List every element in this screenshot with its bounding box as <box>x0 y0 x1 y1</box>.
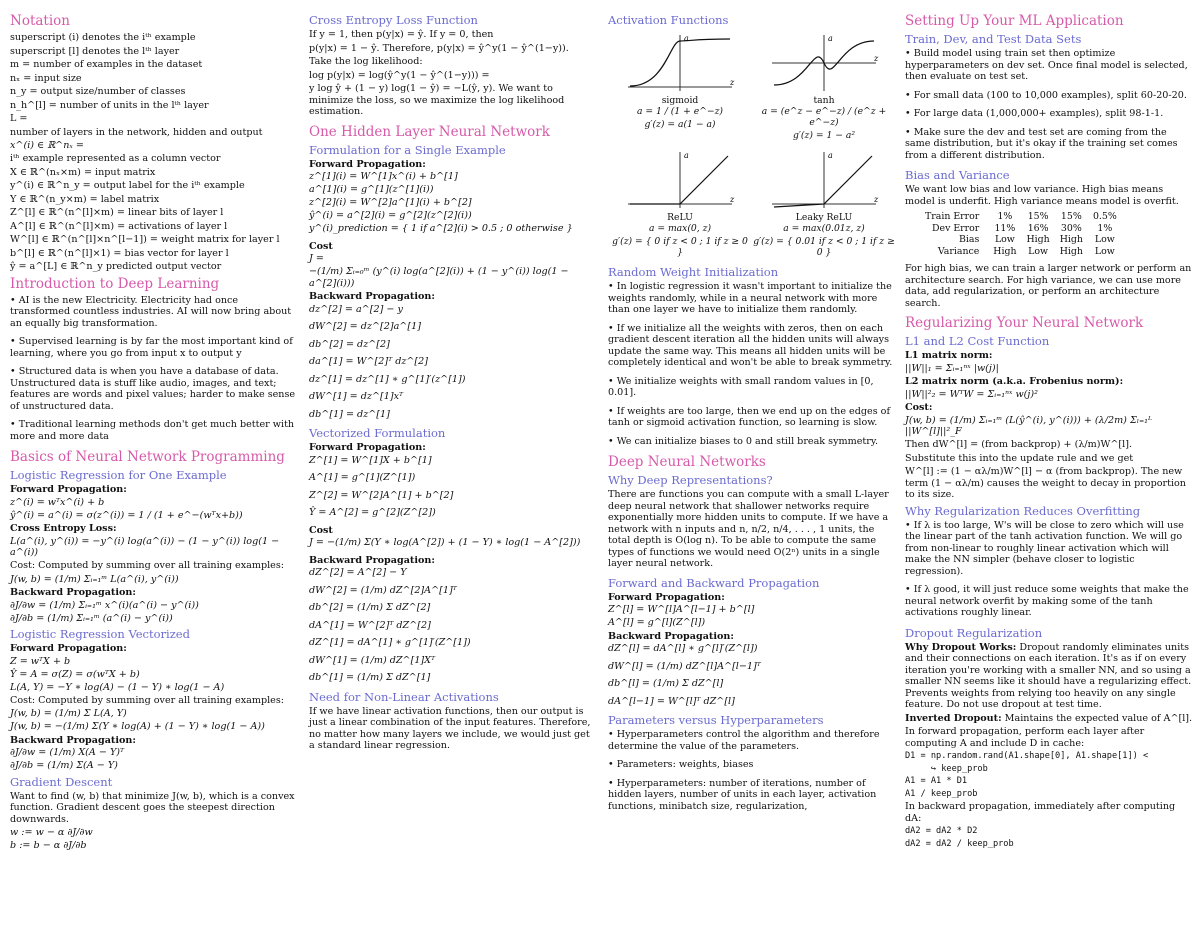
ce-line: If y = 1, then p(y|x) = ŷ. If y = 0, then <box>309 29 494 40</box>
table-cell: High <box>1059 245 1083 257</box>
cross-entropy-label: Cross Entropy Loss: <box>10 523 117 534</box>
equation: z^(i) = wᵀx^(i) + b <box>10 496 105 508</box>
code-line: dA2 = dA2 * D2 <box>905 826 978 836</box>
equation: db^[l] = (1/m) Σ dZ^[l] <box>608 678 724 689</box>
bullet-item: • If weights are too large, then we end up on the edges of tanh or sigmoid activation function, so learning is slow. <box>608 406 896 429</box>
equation: ŷ^(i) = a^(i) = σ(z^(i)) = 1 / (1 + e^−(wᵀx+b)) <box>10 509 243 521</box>
table-cell: High <box>993 245 1017 257</box>
code-line: dA2 = dA2 / keep_prob <box>905 838 1014 849</box>
axis-label-a: a <box>828 151 833 160</box>
cost-label: Cost: <box>905 402 933 413</box>
equation: J(w, b) = (1/m) Σᵢ₌₁ᵐ L(a^(i), y^(i)) <box>10 573 179 585</box>
reg-after-line: Substitute this into the update rule and we get <box>905 452 1134 464</box>
notation-line: x^(i) ∈ ℝ^nₓ = <box>10 140 84 151</box>
reg-after-line: W^[l] := (1 − αλ/m)W^[l] − α (from backprop). The new term (1 − αλ/m) causes the weight to decay in proportion to its size. <box>905 466 1186 500</box>
l2-label: L2 matrix norm (a.k.a. Frobenius norm): <box>905 376 1124 387</box>
forward-prop-label: Forward Propagation: <box>10 643 127 654</box>
notation-line: n_h^[l] = number of units in the lᵗʰ layer <box>10 99 209 111</box>
notation-line: m = number of examples in the dataset <box>10 59 203 70</box>
code-line: A1 = A1 * D1 <box>905 776 968 786</box>
axis-label-z: z <box>730 78 735 87</box>
equation: b := b − α ∂J/∂b <box>10 840 87 851</box>
equation: J = <box>309 253 324 264</box>
forward-prop-label: Forward Propagation: <box>608 591 725 603</box>
subsection-title-lrv: Logistic Regression Vectorized <box>10 627 190 641</box>
equation: db^[2] = dz^[2] <box>309 338 390 350</box>
subsection-title-vec: Vectorized Formulation <box>309 426 446 440</box>
backward-prop-label: Backward Propagation: <box>10 734 136 746</box>
equation: dz^[1] = dz^[1] ∗ g^[1]′(z^[1]) <box>309 373 466 385</box>
equation: ||W||₁ = Σᵢ₌₁ⁿˣ |w(j)| <box>905 362 999 374</box>
subsection-title-why-deep: Why Deep Representations? <box>608 473 773 487</box>
bullet-item: • Structured data is when you have a database of data. Unstructured data is stuff like audio, images, and text; features are words and pixel values; harder to make sense of unstructured data. <box>10 366 298 412</box>
backward-prop-label: Backward Propagation: <box>309 291 435 302</box>
subsection-title-single: Formulation for a Single Example <box>309 142 506 157</box>
table-cell: Bias <box>958 234 980 245</box>
table-row <box>925 234 1127 246</box>
axis-label-a: a <box>828 34 833 43</box>
bullet-item: • We can initialize biases to 0 and still break symmetry. <box>608 436 896 448</box>
bullet-item: • We initialize weights with small random values in [0, 0.01]. <box>608 376 896 399</box>
subsection-title-nonlin: Need for Non-Linear Activations <box>309 689 499 704</box>
bullet-item: • If λ good, it will just reduce some weights that make the neural network overfit by making some of the tanh activations roughly linear. <box>905 584 1193 619</box>
relu-plot <box>620 148 740 212</box>
section-title-dnn: Deep Neural Networks <box>608 454 766 470</box>
bullet-item: • Supervised learning is by far the most important kind of learning, where you go from input x to output y <box>10 336 298 359</box>
nonlin-text: If we have linear activation functions, then our output is just a linear combination of the input features. Therefore, no matter how many layers we include, we would just get a standard linear regression. <box>309 705 591 751</box>
dropout-why <box>905 642 1193 711</box>
cost-label: Cost <box>309 240 333 252</box>
equation: dA^[1] = W^[2]ᵀ dZ^[2] <box>309 619 431 631</box>
equation: ∂J/∂b = (1/m) Σ(A − Y) <box>10 760 118 771</box>
forward-prop-label: Forward Propagation: <box>309 442 426 453</box>
forward-prop-label: Forward Propagation: <box>10 484 127 495</box>
subsection-title-gd: Gradient Descent <box>10 774 113 789</box>
equation: dW^[2] = dz^[2]a^[1] <box>309 321 421 332</box>
forward-prop-label: Forward Propagation: <box>309 158 426 170</box>
forward-dropout-text: In forward propagation, perform each layer after computing A and include D in cache: <box>905 726 1145 749</box>
notation-line: X ∈ ℝ^(nₓ×m) = input matrix <box>10 166 156 178</box>
notation-line: L = <box>10 113 28 124</box>
subsection-title-rwi: Random Weight Initialization <box>608 265 779 279</box>
bullet-item: • Hyperparameters: number of iterations, number of hidden layers, number of units in each layer, activation functions, minibatch size, regularization, <box>608 778 896 813</box>
equation: a^[1](i) = g^[1](z^[1](i)) <box>309 184 434 195</box>
axis-label-a: a <box>684 34 689 43</box>
table-cell: 11% <box>994 222 1016 234</box>
activation-plots <box>608 31 896 259</box>
leaky-relu-plot <box>764 148 884 212</box>
table-cell: High <box>1026 234 1050 245</box>
notation-line: nₓ = input size <box>10 72 82 84</box>
equation: Ŷ = A = σ(Z) = σ(wᵀX + b) <box>10 668 140 680</box>
bv-text: We want low bias and low variance. High bias means model is underfit. High variance means model is overfit. <box>905 184 1179 207</box>
backward-prop-label: Backward Propagation: <box>608 630 734 642</box>
table-row <box>925 211 1127 223</box>
tanh-plot <box>764 31 884 95</box>
equation: L(a^(i), y^(i)) = −y^(i) log(a^(i)) − (1 − y^(i)) log(1 − a^(i)) <box>10 535 280 558</box>
notation-line: A^[l] ∈ ℝ^(n^[l]×m) = activations of layer l <box>10 220 228 232</box>
subsection-title-bv: Bias and Variance <box>905 168 1010 182</box>
activation-name: sigmoid <box>661 95 699 106</box>
equation: g′(z) = { 0 if z < 0 ; 1 if z ≥ 0 } <box>612 235 748 258</box>
table-cell: Dev Error <box>932 222 980 234</box>
bias-variance-table <box>925 211 1127 257</box>
section-title-ohl: One Hidden Layer Neural Network <box>309 123 550 140</box>
table-cell: 15% <box>1060 211 1082 222</box>
table-cell: 1% <box>1097 222 1113 234</box>
table-cell: 15% <box>1027 211 1049 222</box>
table-row <box>925 223 1127 235</box>
equation: J(w, b) = −(1/m) Σ(Y ∗ log(A) + (1 − Y) ∗ log(1 − A)) <box>10 721 265 732</box>
equation: dA^[l−1] = W^[l]ᵀ dZ^[l] <box>608 695 735 707</box>
dropout-why-text: Dropout randomly eliminates units and their connections on each iteration. It's as if on every iteration you're working with a smaller NN, and so using a smaller NN seems like it should have a regularizing effect. Prevents weights from relying too heavily on any single feature. Do not use dropout at test time. <box>905 641 1192 710</box>
column-2 <box>309 10 597 754</box>
ce-line: y log ŷ + (1 − y) log(1 − ŷ) = −L(ŷ, y). We want to minimize the loss, so we maximize the log likelihood estimation. <box>309 83 565 117</box>
column-1 <box>10 10 298 853</box>
bullet-item: • In logistic regression it wasn't important to initialize the weights randomly, while in a neural network with more than one layer we have to initialize them randomly. <box>608 281 896 316</box>
code-line: D1 = np.random.rand(A1.shape[0], A1.shape[1]) < <box>905 751 1149 761</box>
equation: Z = wᵀX + b <box>10 655 71 667</box>
ce-line: log p(y|x) = log(ŷ^y(1 − ŷ^(1−y))) = <box>309 69 490 81</box>
notation-line: y^(i) ∈ ℝ^n_y = output label for the iᵗʰ example <box>10 180 245 191</box>
bullet-item: • For large data (1,000,000+ examples), split 98-1-1. <box>905 108 1193 120</box>
table-cell: Low <box>1028 245 1049 257</box>
axis-label-z: z <box>874 195 879 204</box>
equation: dW^[1] = dz^[1]xᵀ <box>309 391 404 402</box>
equation: a = max(0.01z, z) <box>783 223 865 234</box>
section-title-setup: Setting Up Your ML Application <box>905 13 1124 29</box>
table-cell: 1% <box>997 211 1013 222</box>
bullet-item: • Parameters: weights, biases <box>608 759 896 771</box>
subsection-title-activation: Activation Functions <box>608 13 729 27</box>
equation: Ŷ = A^[2] = g^[2](Z^[2]) <box>309 507 436 518</box>
equation: L(A, Y) = −Y ∗ log(A) − (1 − Y) ∗ log(1 − A) <box>10 681 225 693</box>
equation: dZ^[1] = dA^[1] ∗ g^[1]′(Z^[1]) <box>309 637 471 648</box>
notation-list <box>10 32 298 273</box>
leaky-relu-curve <box>774 156 872 207</box>
l1-label: L1 matrix norm: <box>905 350 993 361</box>
ce-line: Take the log likelihood: <box>309 56 423 67</box>
cost-text: Cost: Computed by summing over all training examples: <box>10 560 284 571</box>
inverted-dropout <box>905 713 1193 725</box>
backward-prop-label: Backward Propagation: <box>10 587 136 598</box>
ce-line: p(y|x) = 1 − ŷ. Therefore, p(y|x) = ŷ^y(1 − ŷ^(1−y)). <box>309 42 569 54</box>
subsection-title-tdt: Train, Dev, and Test Data Sets <box>905 32 1082 46</box>
table-cell: Low <box>1094 245 1115 257</box>
equation: dW^[l] = (1/m) dZ^[l]A^[l−1]ᵀ <box>608 660 761 672</box>
table-cell: Variance <box>937 245 980 257</box>
equation: y^(i)_prediction = { 1 if a^[2](i) > 0.5 ; 0 otherwise } <box>309 223 573 234</box>
table-cell: High <box>1059 234 1083 245</box>
notation-line: b^[l] ∈ ℝ^(n^[l]×1) = bias vector for layer l <box>10 247 229 259</box>
equation: g′(z) = { 0.01 if z < 0 ; 1 if z ≥ 0 } <box>753 235 895 258</box>
equation: w := w − α ∂J/∂w <box>10 827 93 838</box>
gd-text: Want to find (w, b) that minimize J(w, b), which is a convex function. Gradient descent goes the steepest direction downwards. <box>10 790 295 825</box>
axis-label-z: z <box>874 54 879 63</box>
subsection-title-dropout: Dropout Regularization <box>905 625 1043 640</box>
tanh-panel <box>752 31 896 142</box>
equation: A^[l] = g^[l](Z^[l]) <box>608 617 706 628</box>
subsection-title-ce: Cross Entropy Loss Function <box>309 13 478 27</box>
section-title-basics: Basics of Neural Network Programming <box>10 449 285 465</box>
backward-dropout-text: In backward propagation, immediately after computing dA: <box>905 801 1176 824</box>
cost-text: Cost: Computed by summing over all training examples: <box>10 694 284 706</box>
code-line: A1 / keep_prob <box>905 788 978 799</box>
equation: Z^[l] = W^[l]A^[l−1] + b^[l] <box>608 604 755 615</box>
equation: −(1/m) Σᵢ₌₀ᵐ (y^(i) log(a^[2](i)) + (1 − y^(i)) log(1 − a^[2](i))) <box>309 266 569 289</box>
equation: a = 1 / (1 + e^−z) <box>636 106 724 117</box>
equation: dZ^[2] = A^[2] − Y <box>309 567 407 578</box>
bullet-item: • Build model using train set then optimize hyperparameters on dev set. Once final model is selected, then evaluate on test set. <box>905 48 1193 83</box>
notation-line: n_y = output size/number of classes <box>10 86 186 97</box>
equation: J = −(1/m) Σ(Y ∗ log(A^[2]) + (1 − Y) ∗ log(1 − A^[2])) <box>309 537 581 548</box>
subsection-title-lr: Logistic Regression for One Example <box>10 468 227 482</box>
notation-line: number of layers in the network, hidden and output <box>10 126 263 138</box>
section-title-intro: Introduction to Deep Learning <box>10 275 220 292</box>
section-title-notation: Notation <box>10 13 70 29</box>
table-row <box>925 246 1127 258</box>
activation-name: ReLU <box>667 212 693 223</box>
equation: g′(z) = a(1 − a) <box>644 118 716 130</box>
equation: db^[2] = (1/m) Σ dZ^[2] <box>309 602 431 613</box>
subsection-title-pvh: Parameters versus Hyperparameters <box>608 713 824 727</box>
equation: ∂J/∂b = (1/m) Σᵢ₌₁ᵐ (a^(i) − y^(i)) <box>10 612 173 624</box>
subsection-title-fb: Forward and Backward Propagation <box>608 575 820 590</box>
equation: ∂J/∂w = (1/m) X(A − Y)ᵀ <box>10 747 125 758</box>
sigmoid-plot <box>620 31 740 95</box>
equation: da^[1] = W^[2]ᵀ dz^[2] <box>309 356 429 367</box>
equation: db^[1] = (1/m) Σ dZ^[1] <box>309 672 431 683</box>
equation: z^[1](i) = W^[1]x^(i) + b^[1] <box>309 171 458 182</box>
why-deep-text: There are functions you can compute with a small L-layer deep neural network that shallower networks require exponentially more hidden units to compute. If we have a network with n inputs and n, n/2, n/4, . . . , 1 units, the total depth is O(log n). To be able to compute the same types of functions we would need O(2ⁿ) units in a single layer neural network. <box>608 489 889 569</box>
column-4 <box>905 10 1193 851</box>
equation: J(w, b) = (1/m) Σ L(A, Y) <box>10 708 127 719</box>
equation: A^[1] = g^[1](Z^[1]) <box>309 472 416 483</box>
equation: g′(z) = 1 − a² <box>792 129 856 141</box>
equation: a = max(0, z) <box>648 223 712 234</box>
table-cell: 30% <box>1060 222 1082 234</box>
table-cell: Low <box>994 234 1015 245</box>
dropout-why-label: Why Dropout Works: <box>905 641 1017 653</box>
equation: dW^[1] = (1/m) dZ^[1]Xᵀ <box>309 654 436 666</box>
table-cell: Train Error <box>925 211 980 222</box>
notation-line: ŷ = a^[L] ∈ ℝ^n_y predicted output vector <box>10 261 222 272</box>
bullet-item: • Hyperparameters control the algorithm and therefore determine the value of the parameters. <box>608 729 896 752</box>
inverted-dropout-text: Maintains the expected value of A^[l]. <box>1004 712 1193 724</box>
notation-line: iᵗʰ example represented as a column vector <box>10 153 221 164</box>
table-cell: 0.5% <box>1092 211 1117 222</box>
leaky-relu-panel <box>752 148 896 259</box>
bv-after-text: For high bias, we can train a larger network or perform an architecture search. For high variance, we can use more data, add regularization, or perform an architecture search. <box>905 263 1192 309</box>
inverted-dropout-label: Inverted Dropout: <box>905 712 1002 724</box>
relu-panel <box>608 148 752 259</box>
sigmoid-panel <box>608 31 752 142</box>
equation: ||W||²₂ = WᵀW = Σᵢ₌₁ⁿˣ w(j)² <box>905 388 1038 400</box>
equation: a = (e^z − e^−z) / (e^z + e^−z) <box>761 106 887 128</box>
notation-line: Z^[l] ∈ ℝ^(n^[l]×m) = linear bits of layer l <box>10 207 224 218</box>
equation: ∂J/∂w = (1/m) Σᵢ₌₁ᵐ x^(i)(a^(i) − y^(i)) <box>10 599 199 611</box>
bullet-item: • If λ is too large, W's will be close to zero which will use the linear part of the tanh activation function. We will go from non-linear to roughly linear activation which will make the NN simpler (behave closer to logistic regression). <box>905 520 1193 578</box>
bullet-item: • Make sure the dev and test set are coming from the same distribution, but it's okay if the training set comes from a different distribution. <box>905 127 1193 162</box>
equation: db^[1] = dz^[1] <box>309 408 390 420</box>
equation: Z^[1] = W^[1]X + b^[1] <box>309 454 432 466</box>
column-3 <box>608 10 896 819</box>
cost-label: Cost <box>309 524 333 536</box>
equation: J(w, b) = (1/m) Σᵢ₌₁ᵐ (L(ŷ^(i), y^(i))) + (λ/2m) Σₗ₌₁ᴸ ||W^[l]||²_F <box>905 414 1152 437</box>
table-cell: Low <box>1094 234 1115 245</box>
bullet-item: • Traditional learning methods don't get much better with more and more data <box>10 419 298 442</box>
bullet-item: • AI is the new Electricity. Electricity had once transformed countless industries. AI will now bring about an equally big transformation. <box>10 295 298 330</box>
section-title-reg: Regularizing Your Neural Network <box>905 315 1144 331</box>
reg-after-line: Then dW^[l] = (from backprop) + (λ/m)W^[l]. <box>905 439 1132 450</box>
notation-line: W^[l] ∈ ℝ^(n^[l]×n^[l−1]) = weight matrix for layer l <box>10 234 280 245</box>
notation-line: Y ∈ ℝ^(n_y×m) = label matrix <box>10 193 160 205</box>
equation: dW^[2] = (1/m) dZ^[2]A^[1]ᵀ <box>309 584 457 596</box>
equation: dZ^[l] = dA^[l] ∗ g^[l]′(Z^[l]) <box>608 643 758 654</box>
equation: Z^[2] = W^[2]A^[1] + b^[2] <box>309 489 454 501</box>
bullet-item: • For small data (100 to 10,000 examples), split 60-20-20. <box>905 90 1193 102</box>
code-line: ↪ keep_prob <box>905 763 988 774</box>
notation-line: superscript [l] denotes the lᵗʰ layer <box>10 45 180 57</box>
equation: ŷ^(i) = a^[2](i) = g^[2](z^[2](i)) <box>309 210 472 221</box>
axis-label-a: a <box>684 151 689 160</box>
equation: dz^[2] = a^[2] − y <box>309 303 403 315</box>
subsection-title-l12: L1 and L2 Cost Function <box>905 334 1050 348</box>
notation-line: superscript (i) denotes the iᵗʰ example <box>10 32 196 43</box>
axis-label-z: z <box>730 195 735 204</box>
activation-name: Leaky ReLU <box>795 212 853 223</box>
backward-prop-label: Backward Propagation: <box>309 554 435 566</box>
subsection-title-why-reg: Why Regularization Reduces Overfitting <box>905 503 1141 518</box>
activation-name: tanh <box>813 95 835 106</box>
bullet-item: • If we initialize all the weights with zeros, then on each gradient descent iteration all the hidden units will always update the same way. This means all hidden units will be completely identical and won't be able to break symmetry. <box>608 323 896 369</box>
table-cell: 16% <box>1027 222 1049 234</box>
relu-curve <box>630 156 728 204</box>
equation: z^[2](i) = W^[2]a^[1](i) + b^[2] <box>309 197 472 208</box>
